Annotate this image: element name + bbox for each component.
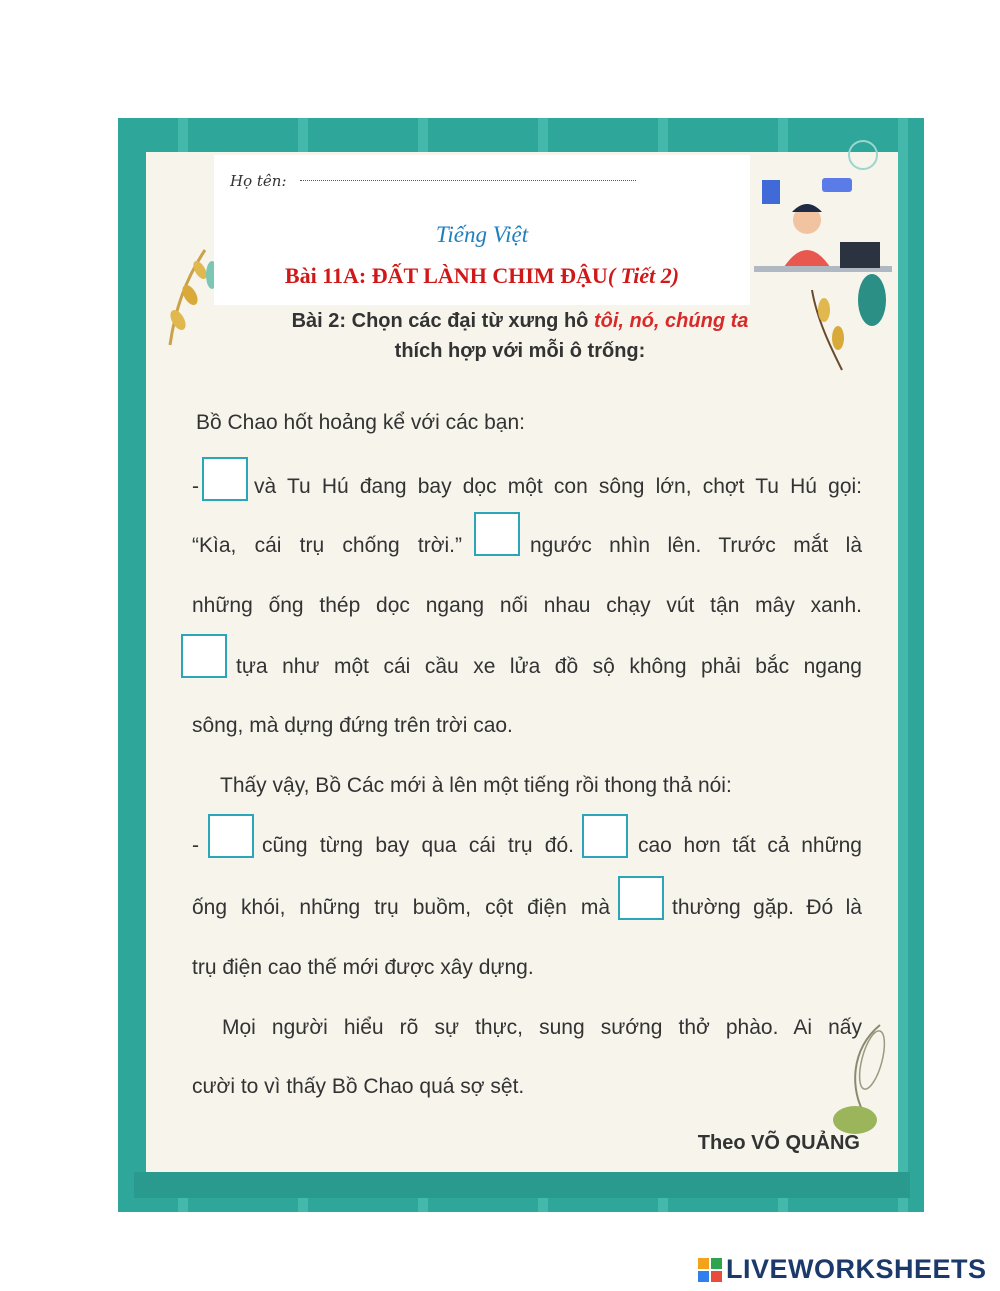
answer-blank-6[interactable] (618, 876, 664, 920)
dash: - (192, 834, 199, 857)
passage-line: cười to vì thấy Bồ Chao quá sợ sệt. (192, 1075, 525, 1098)
liveworksheets-brand: LIVEWORKSHEETS (726, 1254, 987, 1284)
lesson-title: Bài 11A: ĐẤT LÀNH CHIM ĐẬU( Tiết 2) (284, 263, 680, 288)
answer-blank-3[interactable] (181, 634, 227, 678)
passage-line: trụ điện cao thế mới được xây dựng. (192, 956, 534, 979)
task-instruction-line1: Bài 2: Chọn các đại từ xưng hô tôi, nó, chúng ta (291, 310, 749, 332)
answer-blank-2[interactable] (474, 512, 520, 556)
chevron-right-icon (848, 140, 878, 170)
passage-line: những ống thép dọc ngang nối nhau chạy vút tận mây xanh. (192, 594, 862, 617)
answer-blank-4[interactable] (208, 814, 254, 858)
passage-line: Thấy vậy, Bồ Các mới à lên một tiếng rồi thong thả nói: (220, 774, 732, 797)
answer-blank-5[interactable] (582, 814, 628, 858)
passage-line: sông, mà dựng đứng trên trời cao. (192, 714, 513, 737)
passage-line: Mọi người hiểu rõ sự thực, sung sướng thở phào. Ai nấy (222, 1016, 862, 1039)
passage-line: ngước nhìn lên. Trước mắt là (530, 534, 862, 557)
liveworksheets-logo-icon (698, 1258, 722, 1282)
passage-line: “Kìa, cái trụ chống trời.” (192, 534, 462, 557)
passage-line: cao hơn tất cả những (638, 834, 862, 857)
passage-line: cũng từng bay qua cái trụ đó. (262, 834, 574, 857)
leaf-decoration-left-icon (150, 240, 220, 350)
subject-title: Tiếng Việt (435, 222, 529, 247)
passage-line: ống khói, những trụ buồm, cột điện mà (192, 896, 610, 919)
dash: - (192, 475, 199, 498)
answer-blank-1[interactable] (202, 457, 248, 501)
author-credit: Theo VÕ QUẢNG (697, 1132, 860, 1154)
name-label: Họ tên: (230, 172, 287, 190)
passage-line: tựa như một cái cầu xe lửa đồ sộ không phải bắc ngang (236, 655, 862, 678)
passage-line: Bồ Chao hốt hoảng kể với các bạn: (196, 411, 525, 434)
task-instruction-line2: thích hợp với mỗi ô trống: (394, 340, 646, 362)
passage-line: và Tu Hú đang bay dọc một con sông lớn, chợt Tu Hú gọi: (254, 475, 862, 498)
paper-shadow (134, 1172, 910, 1198)
name-field-line (300, 180, 636, 181)
passage-line: thường gặp. Đó là (672, 896, 862, 919)
